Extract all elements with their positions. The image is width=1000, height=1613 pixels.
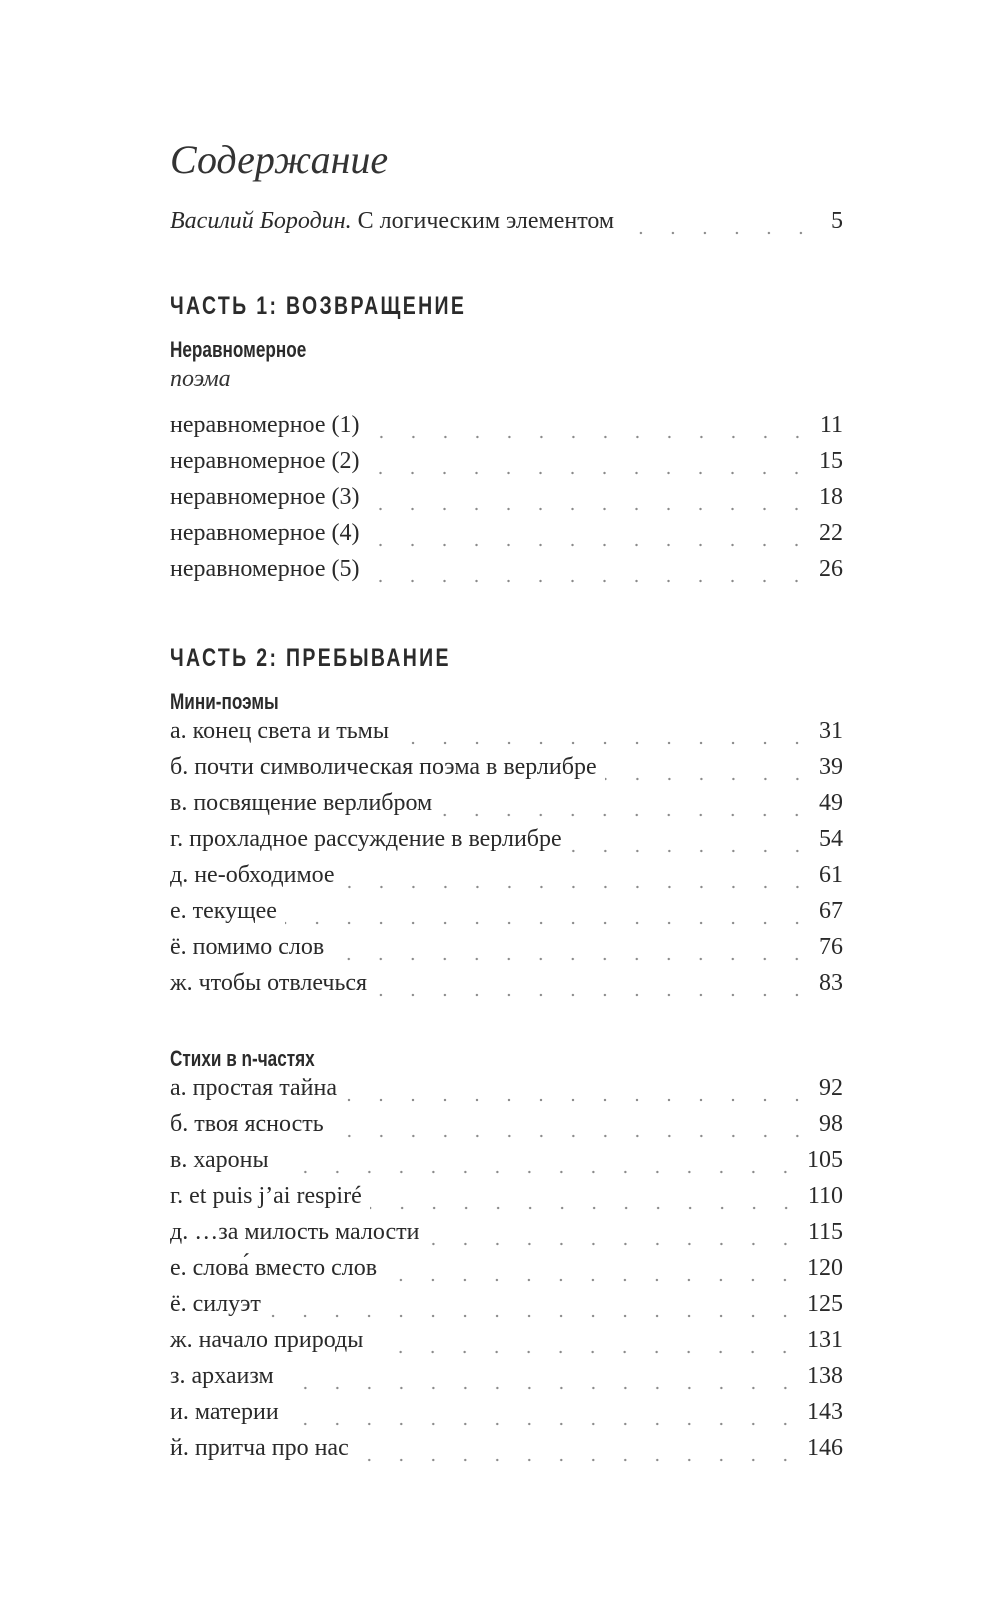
page-number: 138 [807, 1363, 843, 1389]
mini-list [170, 718, 843, 1006]
dot-leader [375, 993, 813, 997]
page-number: 92 [819, 1075, 843, 1101]
entry-title: ж. начало природы [170, 1327, 364, 1353]
entry-title: е. слова́ вместо слов [170, 1255, 378, 1281]
nparts-subheading: Стихи в n-частях [170, 1046, 315, 1071]
dot-leader [570, 849, 813, 853]
entry-title: а. конец света и тьмы [170, 718, 389, 744]
dot-leader [367, 435, 813, 439]
dot-leader [357, 1458, 801, 1462]
page-number: 49 [819, 790, 843, 816]
page-number: 31 [819, 718, 843, 744]
toc-entry[interactable] [170, 718, 843, 754]
entry-title: б. почти символическая поэма в верлибре [170, 754, 597, 780]
dot-leader [282, 1386, 801, 1390]
toc-entry[interactable] [170, 448, 843, 484]
page-number: 11 [819, 412, 843, 438]
entry-title: з. архаизм [170, 1363, 274, 1389]
toc-entry[interactable] [170, 754, 843, 790]
page-number: 115 [807, 1219, 843, 1245]
page-number: 110 [807, 1183, 843, 1209]
dot-leader [269, 1314, 801, 1318]
entry-title: неравномерное (1) [170, 412, 360, 438]
page-number: 61 [819, 862, 843, 888]
dot-leader [367, 507, 813, 511]
toc-entry[interactable] [170, 1147, 843, 1183]
dot-leader [277, 1170, 801, 1174]
toc-entry[interactable] [170, 484, 843, 520]
page-number: 146 [807, 1435, 843, 1461]
dot-leader [287, 1422, 801, 1426]
toc-entry[interactable] [170, 1255, 843, 1291]
toc-entry[interactable] [170, 970, 843, 1006]
entry-title: в. посвящение верлибром [170, 790, 433, 816]
toc-entry[interactable] [170, 520, 843, 556]
intro-entry[interactable] [170, 208, 843, 244]
dot-leader [605, 777, 813, 781]
toc-entry[interactable] [170, 790, 843, 826]
toc-entry[interactable] [170, 1399, 843, 1435]
page-number: 76 [819, 934, 843, 960]
nparts-list [170, 1075, 843, 1471]
part1-heading: ЧАСТЬ 1: ВОЗВРАЩЕНИЕ [170, 292, 467, 320]
page-number: 15 [819, 448, 843, 474]
part1-subheading: Неравномерное [170, 337, 307, 362]
page-number: 120 [807, 1255, 843, 1281]
toc-entry[interactable] [170, 1183, 843, 1219]
toc-entry[interactable] [170, 1327, 843, 1363]
dot-leader [332, 1134, 813, 1138]
part1-list [170, 412, 843, 592]
dot-leader [427, 1242, 801, 1246]
page-number: 143 [807, 1399, 843, 1425]
dot-leader [367, 543, 813, 547]
toc-entry[interactable] [170, 556, 843, 592]
dot-leader [371, 1350, 801, 1354]
entry-title: в. хароны [170, 1147, 269, 1173]
page-number: 39 [819, 754, 843, 780]
mini-subheading: Мини-поэмы [170, 689, 279, 714]
part1-genre: поэма [170, 366, 231, 392]
page-number: 125 [807, 1291, 843, 1317]
entry-title: г. et puis j’ai respiré [170, 1183, 362, 1209]
dot-leader [332, 957, 813, 961]
entry-title: неравномерное (4) [170, 520, 360, 546]
entry-title: й. притча про нас [170, 1435, 349, 1461]
dot-leader [345, 1098, 813, 1102]
toc-entry[interactable] [170, 1075, 843, 1111]
page-number: 5 [831, 208, 843, 234]
dot-leader [622, 231, 817, 235]
toc-entry[interactable] [170, 1111, 843, 1147]
entry-title: неравномерное (5) [170, 556, 360, 582]
intro-title: С логическим элементом [357, 208, 615, 234]
intro-author: Василий Бородин. [170, 208, 352, 234]
page-number: 54 [819, 826, 843, 852]
entry-title: а. простая тайна [170, 1075, 337, 1101]
toc-entry[interactable] [170, 1219, 843, 1255]
dot-leader [367, 579, 813, 583]
toc-entry[interactable] [170, 412, 843, 448]
entry-title: б. твоя ясность [170, 1111, 324, 1137]
toc-entry[interactable] [170, 1291, 843, 1327]
dot-leader [343, 885, 813, 889]
page-number: 83 [819, 970, 843, 996]
dot-leader [370, 1206, 802, 1210]
page-title: Содержание [170, 137, 389, 182]
page-number: 105 [807, 1147, 843, 1173]
entry-title: и. материи [170, 1399, 279, 1425]
entry-title: ж. чтобы отвлечься [170, 970, 368, 996]
toc-entry[interactable] [170, 898, 843, 934]
entry-title: е. текущее [170, 898, 277, 924]
entry-title: ё. силуэт [170, 1291, 261, 1317]
entry-title: неравномерное (2) [170, 448, 360, 474]
toc-entry[interactable] [170, 826, 843, 862]
page-number: 22 [819, 520, 843, 546]
toc-entry[interactable] [170, 1363, 843, 1399]
dot-leader [285, 921, 813, 925]
dot-leader [385, 1278, 801, 1282]
dot-leader [397, 741, 813, 745]
entry-title: г. прохладное рассуждение в верлибре [170, 826, 562, 852]
page-number: 26 [819, 556, 843, 582]
entry-title: неравномерное (3) [170, 484, 360, 510]
entry-title: д. не-обходимое [170, 862, 335, 888]
dot-leader [440, 813, 813, 817]
toc-entry[interactable] [170, 862, 843, 898]
entry-title: ё. помимо слов [170, 934, 325, 960]
entry-title: д. …за милость малости [170, 1219, 420, 1245]
part2-heading: ЧАСТЬ 2: ПРЕБЫВАНИЕ [170, 644, 451, 672]
page-number: 18 [819, 484, 843, 510]
page-number: 67 [819, 898, 843, 924]
page-number: 131 [807, 1327, 843, 1353]
dot-leader [367, 471, 813, 475]
toc-entry[interactable] [170, 934, 843, 970]
toc-entry[interactable] [170, 1435, 843, 1471]
page-number: 98 [819, 1111, 843, 1137]
